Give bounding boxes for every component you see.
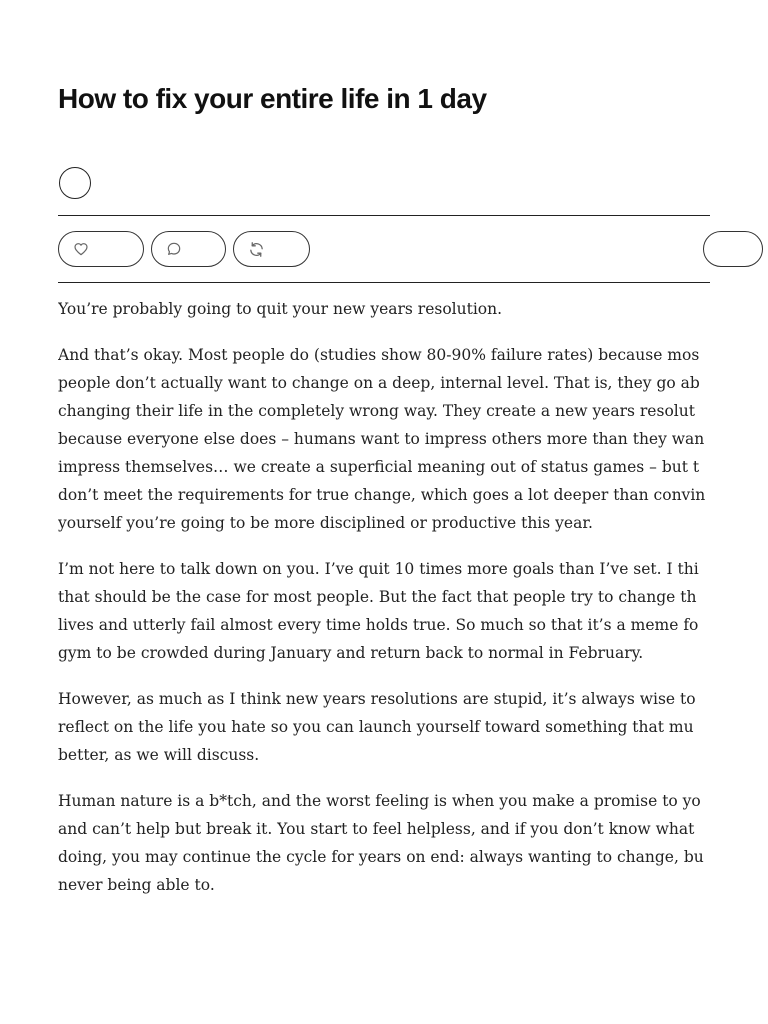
paragraph-line: people don’t actually want to change on a deep, internal level. That is, they go ab [58, 374, 700, 392]
paragraph-line: Human nature is a b*tch, and the worst feeling is when you make a promise to yo [58, 792, 701, 810]
paragraph-line: that should be the case for most people. But the fact that people try to change th [58, 588, 697, 606]
restack-arrows-icon [248, 241, 265, 258]
paragraph-line: impress themselves… we create a superficial meaning out of status games – but t [58, 458, 700, 476]
paragraph-line: I’m not here to talk down on you. I’ve quit 10 times more goals than I’ve set. I thi [58, 560, 699, 578]
paragraph-line: doing, you may continue the cycle for years on end: always wanting to change, bu [58, 848, 704, 866]
paragraph-line: yourself you’re going to be more disciplined or productive this year. [58, 514, 593, 532]
paragraph-line: lives and utterly fail almost every time holds true. So much so that it’s a meme fo [58, 616, 699, 634]
paragraph-line: However, as much as I think new years resolutions are stupid, it’s always wise to [58, 690, 696, 708]
divider-bottom [58, 282, 710, 283]
author-avatar[interactable] [59, 167, 91, 199]
paragraph-line: You’re probably going to quit your new years resolution. [58, 300, 503, 318]
like-button[interactable] [58, 231, 144, 267]
comment-bubble-icon [166, 241, 182, 257]
paragraph-line: don’t meet the requirements for true change, which goes a lot deeper than convin [58, 486, 706, 504]
paragraph-line: because everyone else does – humans want to impress others more than they wan [58, 430, 705, 448]
restack-button[interactable] [233, 231, 310, 267]
paragraph-line: And that’s okay. Most people do (studies show 80-90% failure rates) because mos [58, 346, 700, 364]
article-title: How to fix your entire life in 1 day [58, 83, 487, 114]
comment-button[interactable] [151, 231, 226, 267]
paragraph [58, 685, 710, 769]
paragraph-line: reflect on the life you hate so you can launch yourself toward something that mu [58, 718, 694, 736]
paragraph-line: never being able to. [58, 876, 215, 894]
paragraph [58, 555, 710, 667]
paragraph-line: changing their life in the completely wrong way. They create a new years resolut [58, 402, 695, 420]
heart-icon [73, 241, 89, 257]
divider-top [58, 215, 710, 216]
paragraph [58, 295, 710, 323]
paragraph-line: better, as we will discuss. [58, 746, 260, 764]
paragraph-line: gym to be crowded during January and return back to normal in February. [58, 644, 644, 662]
share-button[interactable] [703, 231, 763, 267]
paragraph-line: and can’t help but break it. You start to feel helpless, and if you don’t know what [58, 820, 695, 838]
paragraph [58, 787, 710, 899]
article-body [58, 295, 710, 917]
paragraph [58, 341, 710, 537]
